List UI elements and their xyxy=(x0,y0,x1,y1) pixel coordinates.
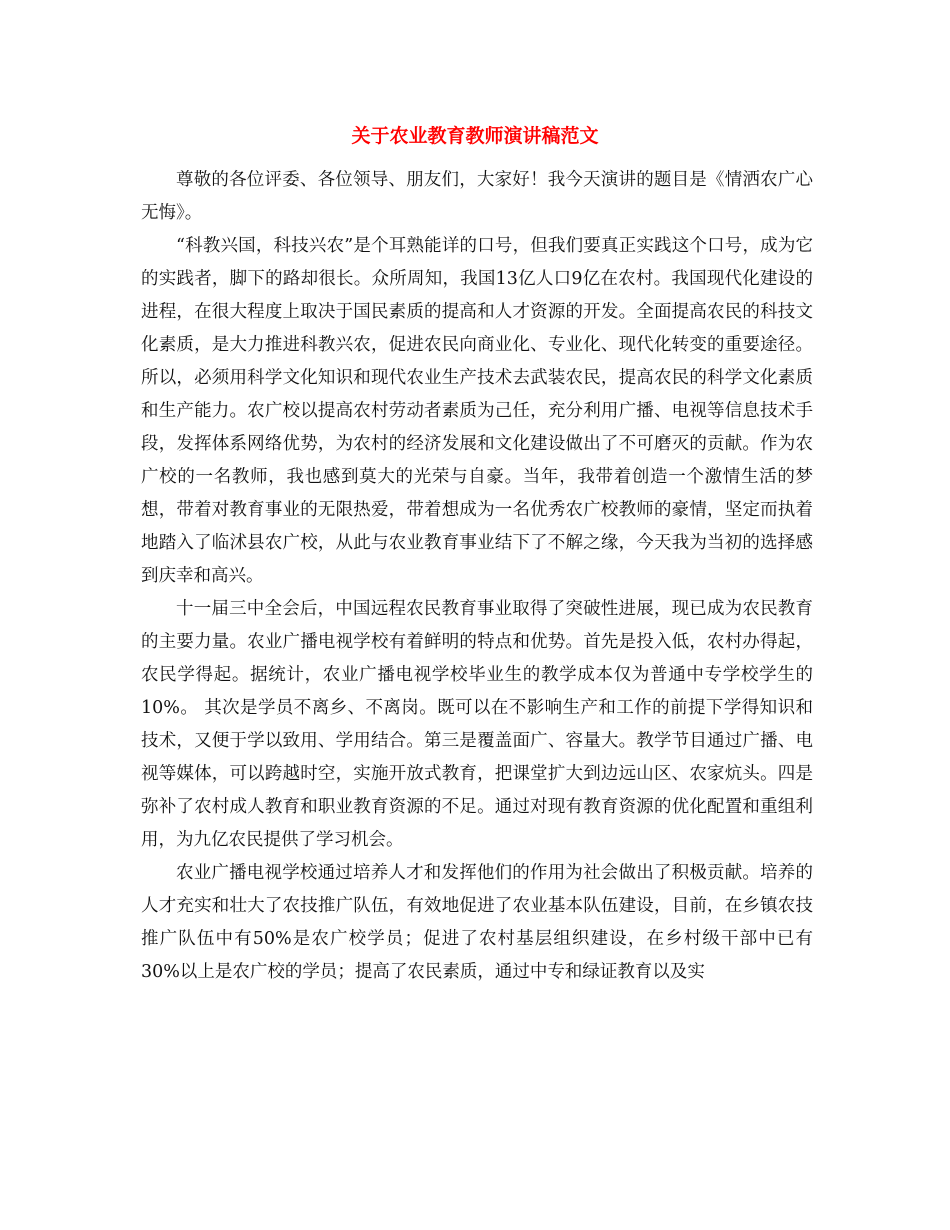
paragraph-slogan: “科教兴国，科技兴农”是个耳熟能详的口号，但我们要真正实践这个口号，成为它的实践者，脚下的路却很长。众所周知，我国13亿人口9亿在农村。我国现代化建设的进程，在很大程度上取决于国民素质的提高和人才资源的开发。全面提高农民的科技文化素质，是大力推进科教兴农，促进农民向商业化、专业化、现代化转变的重要途径。所以，必须用科学文化知识和现代农业生产技术去武装农民，提高农民的科学文化素质和生产能力。农广校以提高农村劳动者素质为己任，充分利用广播、电视等信息技术手段，发挥体系网络优势，为农村的经济发展和文化建设做出了不可磨灭的贡献。作为农广校的一名教师，我也感到莫大的光荣与自豪。当年，我带着创造一个激情生活的梦想，带着对教育事业的无限热爱，带着想成为一名优秀农广校教师的豪情，坚定而执着地踏入了临沭县农广校，从此与农业教育事业结下了不解之缘，今天我为当初的选择感到庆幸和高兴。 xyxy=(141,236,813,586)
document-title: 关于农业教育教师演讲稿范文 xyxy=(351,125,599,147)
paragraph-greeting: 尊敬的各位评委、各位领导、朋友们，大家好！我今天演讲的题目是《情洒农广心无悔》。 xyxy=(141,170,813,223)
paragraph-contribution: 农业广播电视学校通过培养人才和发挥他们的作用为社会做出了积极贡献。培养的人才充实和壮大了农技推广队伍，有效地促进了农业基本队伍建设，目前，在乡镇农技推广队伍中有50%是农广校学员；促进了农村基层组织建设，在乡村级干部中已有30%以上是农广校的学员；提高了农民素质，通过中专和绿证教育以及实 xyxy=(141,863,813,982)
paragraph-development: 十一届三中全会后，中国远程农民教育事业取得了突破性进展，现已成为农民教育的主要力量。农业广播电视学校有着鲜明的特点和优势。首先是投入低，农村办得起，农民学得起。据统计，农业广播电视学校毕业生的教学成本仅为普通中专学校学生的10%。 其次是学员不离乡、不离岗。既可以在不影响生产和工作的前提下学得知识和技术，又便于学以致用、学用结合。第三是覆盖面广、容量大。教学节目通过广播、电视等媒体，可以跨越时空，实施开放式教育，把课堂扩大到边远山区、农家炕头。四是弥补了农村成人教育和职业教育资源的不足。通过对现有教育资源的优化配置和重组利用，为九亿农民提供了学习机会。 xyxy=(141,599,813,850)
document-body xyxy=(141,164,813,989)
